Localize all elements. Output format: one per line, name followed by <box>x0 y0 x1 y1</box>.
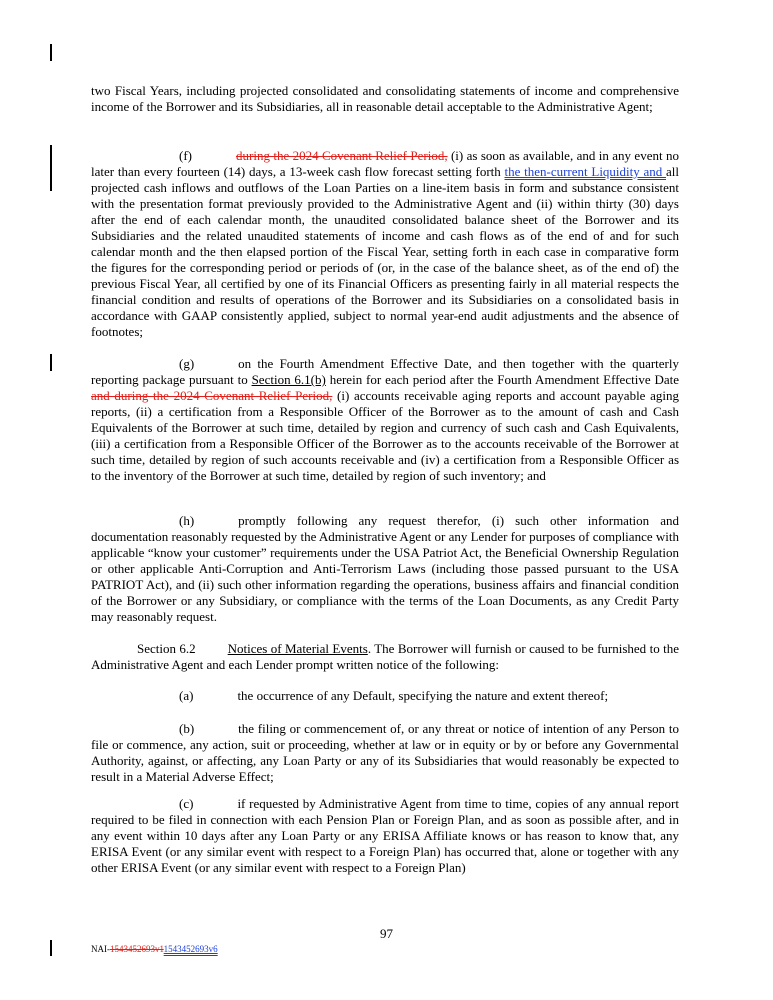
change-bar <box>50 145 52 191</box>
change-bar <box>50 940 52 956</box>
item-label: (h) <box>179 513 195 528</box>
paragraph-b: (b) the filing or commencement of, or any threat or notice of intention of any Person to file or commence, any action, suit or proceeding, whether at law or in equity or by or before any Governmental Authority, against, or affecting, any Loan Party or any of its Subsidiaries that would reasonably be expected to result in a Material Adverse Effect; <box>91 721 679 784</box>
item-label: (g) <box>179 356 195 371</box>
section-heading: Notices of Material Events <box>227 641 368 656</box>
item-label: (a) <box>179 688 194 703</box>
section-reference: Section 6.1(b) <box>251 372 326 387</box>
inserted-text: the then-current Liquidity and <box>504 164 667 179</box>
change-bar <box>50 44 52 61</box>
item-label: (f) <box>179 148 192 163</box>
paragraph-h: (h) promptly following any request therefor, (i) such other information and documentation reasonably requested by the Administrative Agent or any Lender for purposes of compliance with applicable “know your customer” requirements under the USA Patriot Act, the Beneficial Ownership Regulation or other applicable Anti-Corruption and Anti-Terrorism Laws (including those passed pursuant to the USA PATRIOT Act), and (ii) such other information regarding the operations, business affairs and financial condition of the Borrower or any Subsidiary, or compliance with the terms of the Loan Documents, as any Credit Party may reasonably request. <box>91 513 679 624</box>
document-id-footer: NAI-1543452693v11543452693v6 <box>91 944 218 954</box>
change-bar <box>50 354 52 371</box>
paragraph-intro: two Fiscal Years, including projected consolidated and consolidating statements of income and comprehensive income of the Borrower and its Subsidiaries, all in reasonable detail acceptable to the Administrative Agent; <box>91 83 679 114</box>
paragraph-section-6-2: Section 6.2 Notices of Material Events. The Borrower will furnish or caused to be furnished to the Administrative Agent and each Lender prompt written notice of the following: <box>91 641 679 672</box>
deleted-doc-id: 1543452693v1 <box>110 944 164 954</box>
inserted-doc-id: 1543452693v6 <box>163 944 218 954</box>
deleted-text: and during the 2024 Covenant Relief Period, <box>91 388 333 403</box>
deleted-text: during the 2024 Covenant Relief Period, <box>236 148 448 163</box>
item-label: (b) <box>179 721 195 736</box>
section-number: Section 6.2 <box>137 641 196 656</box>
paragraph-g: (g) on the Fourth Amendment Effective Date, and then together with the quarterly reporting package pursuant to Section 6.1(b) herein for each period after the Fourth Amendment Effective Date and during the 2024 Covenant Relief Period, (i) accounts receivable aging reports and account payable aging reports, (ii) a certification from a Responsible Officer of the Borrower as to the amount of cash and Cash Equivalents of the Borrower at such time, detailed by region and currency of such cash and Cash Equivalents, (iii) a certification from a Responsible Officer of the Borrower as to the accounts receivable of the Borrower at such time, detailed by region of such accounts receivable and (iv) a certification from a Responsible Officer as to the inventory of the Borrower at such time, detailed by region of such inventory; and <box>91 356 679 483</box>
paragraph-c: (c) if requested by Administrative Agent from time to time, copies of any annual report required to be filed in connection with each Pension Plan or Foreign Plan, and as soon as possible after, and in any event within 10 days after any Loan Party or any ERISA Affiliate knows or has reason to know that, any ERISA Event (or any similar event with respect to a Foreign Plan) has occurred that, alone or together with any other ERISA Event (or any similar event with respect to a Foreign Plan) <box>91 796 679 875</box>
paragraph-a: (a) the occurrence of any Default, specifying the nature and extent thereof; <box>179 688 609 703</box>
paragraph-f: (f) during the 2024 Covenant Relief Period, (i) as soon as available, and in any event no later than every fourteen (14) days, a 13-week cash flow forecast setting forth the then-current Liquidity and all projected cash inflows and outflows of the Loan Parties on a line-item basis in form and substance consistent with the presentation format previously provided to the Administrative Agent and (ii) within thirty (30) days after the end of each calendar month, the unaudited consolidated balance sheet of the Borrower and its Subsidiaries and the related unaudited statements of income and cash flows as of the end of and for such calendar month and the then elapsed portion of the Fiscal Year, setting forth in each case in comparative form the figures for the corresponding period or periods of (or, in the case of the balance sheet, as of the end of) the previous Fiscal Year, all certified by one of its Financial Officers as presenting fairly in all material respects the financial condition and results of operations of the Borrower and its Subsidiaries on a consolidated basis in accordance with GAAP consistently applied, subject to normal year-end audit adjustments and the absence of footnotes; <box>91 148 680 339</box>
page-number: 97 <box>380 926 393 941</box>
item-label: (c) <box>179 796 194 811</box>
